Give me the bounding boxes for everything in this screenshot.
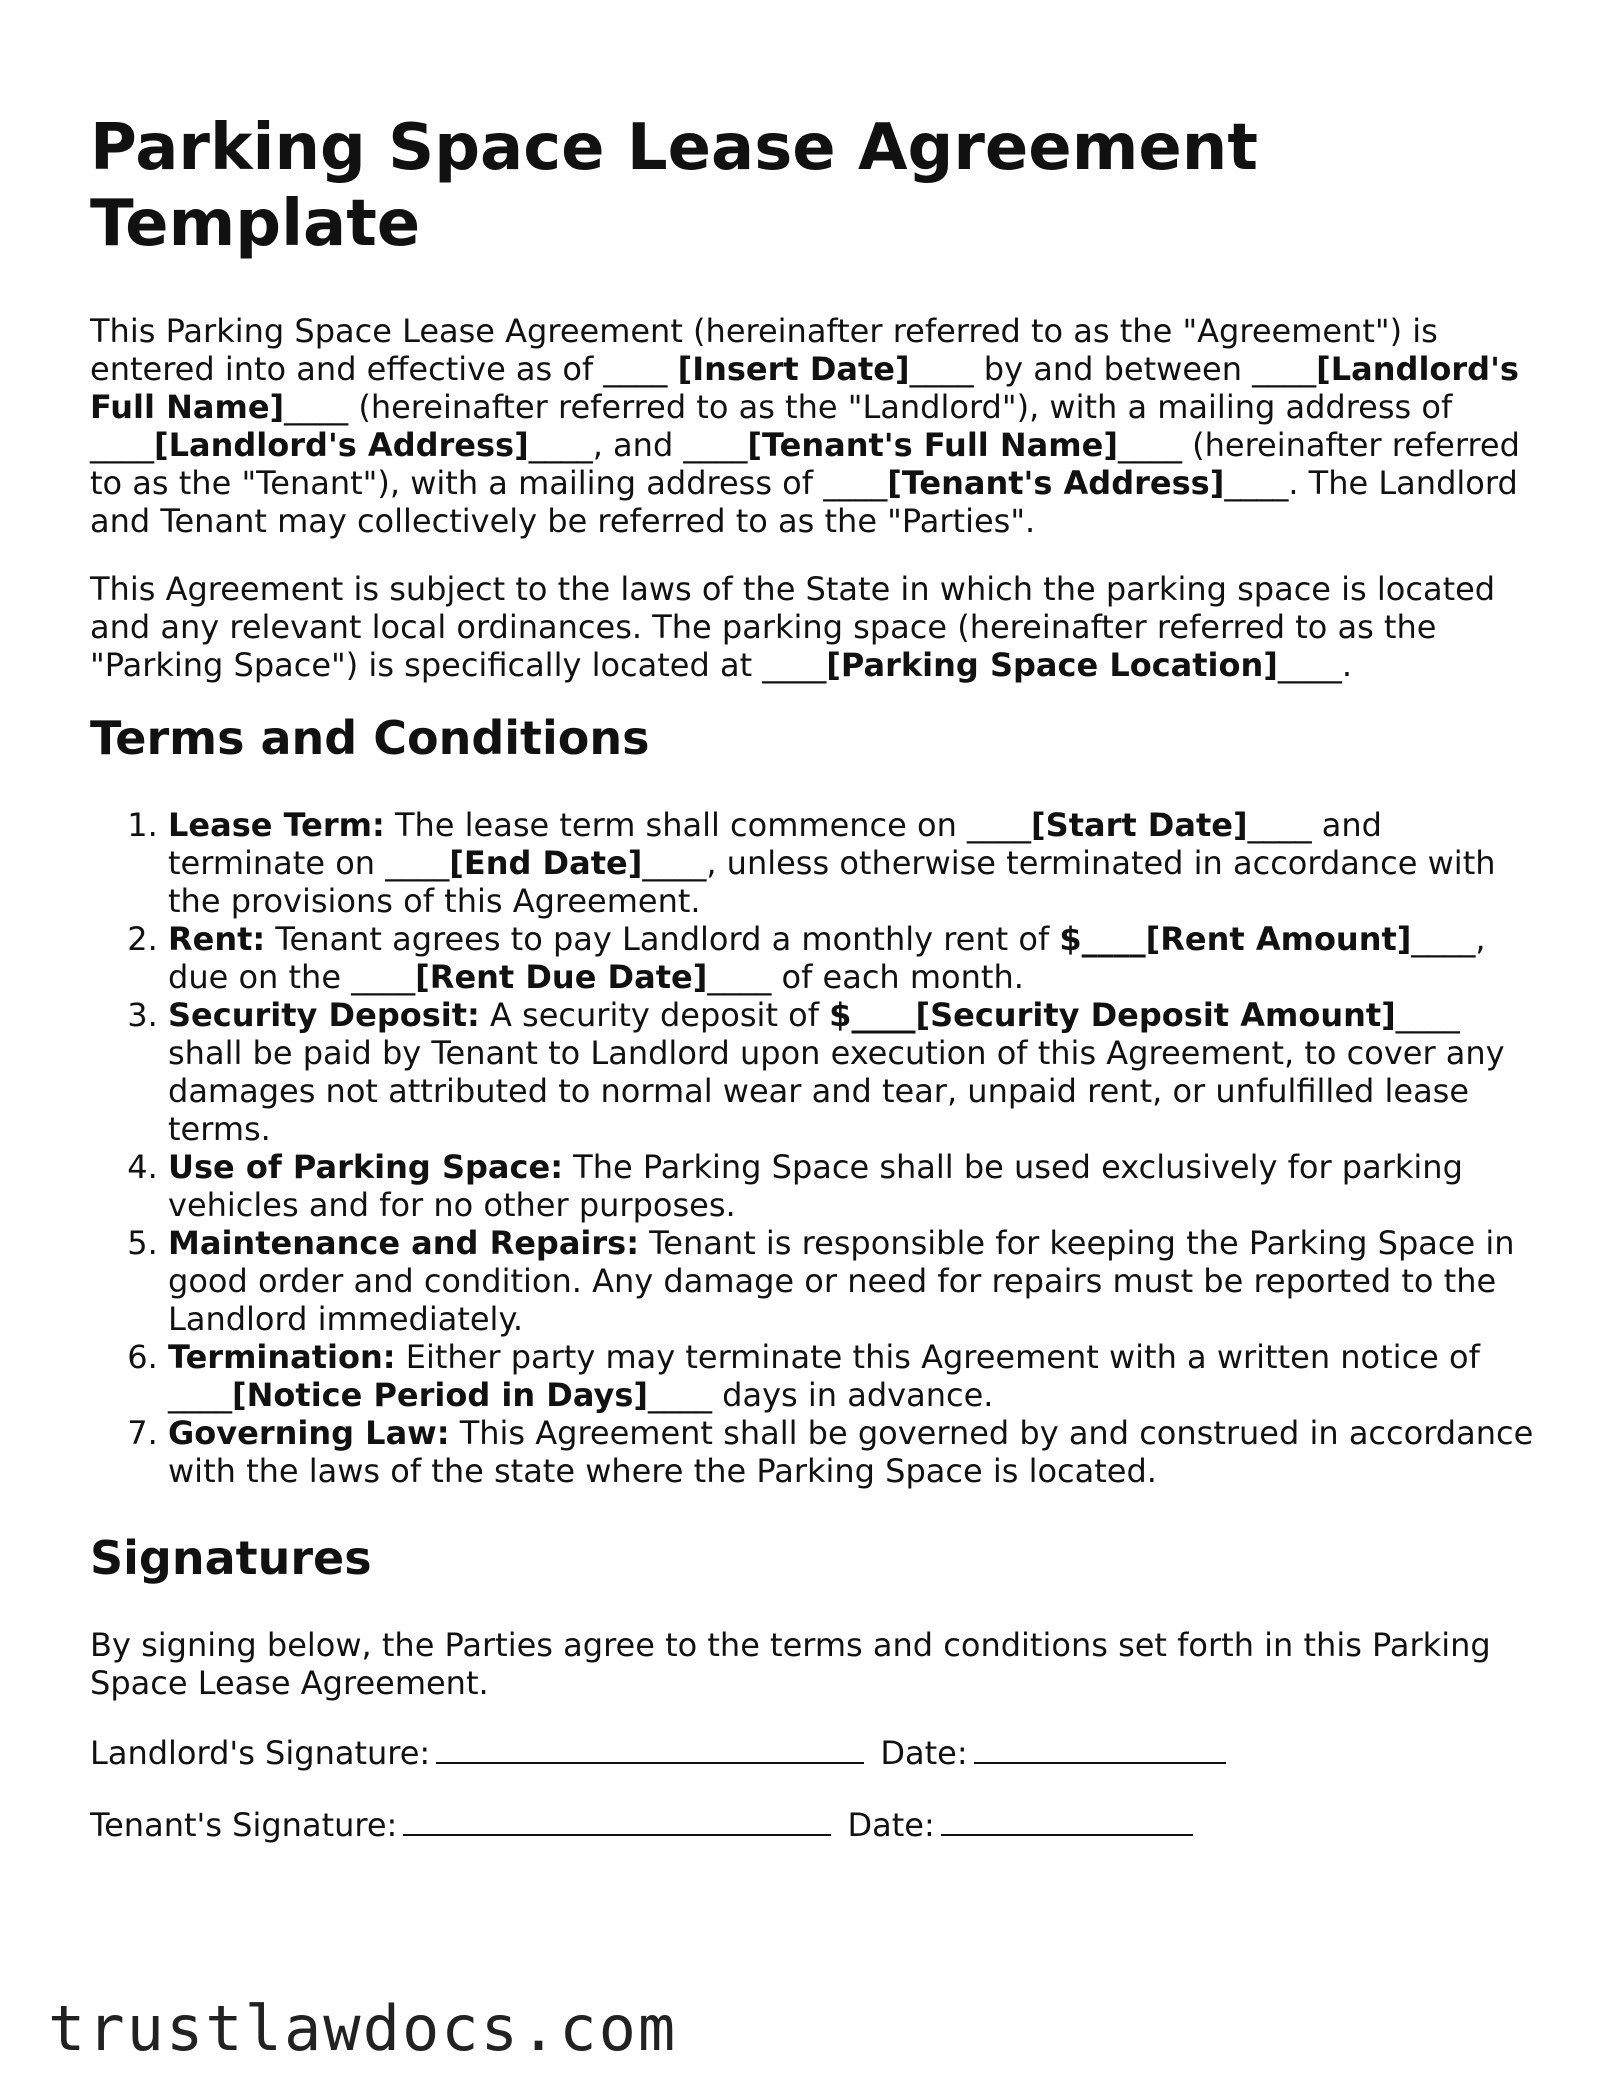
term-item-lease-term: 1. Lease Term: The lease term shall commence on ____[Start Date]____ and terminate on ____[End Date]____, unless otherwise terminated in accordance with the provisions of this Agreement. (168, 806, 1540, 920)
signatures-intro: By signing below, the Parties agree to the terms and conditions set forth in this Parking Space Lease Agreement. (90, 1626, 1491, 1702)
term-item-termination: 6. Termination: Either party may terminate this Agreement with a written notice of ____[Notice Period in Days]____ days in advance. (168, 1338, 1540, 1414)
bold-run: [Landlord's Full Name] (90, 350, 1519, 426)
landlord-signature-field[interactable] (436, 1732, 864, 1764)
landlord-date-field[interactable] (974, 1732, 1226, 1764)
bold-run: Termination: (168, 1338, 396, 1376)
bold-run: [Start Date] (1031, 806, 1248, 844)
bold-run: [Insert Date] (677, 350, 910, 388)
tenant-signature-line (90, 1804, 1540, 1844)
tenant-signature-label: Tenant's Signature: (90, 1806, 398, 1844)
landlord-signature-label: Landlord's Signature: (90, 1734, 431, 1772)
term-item-rent: 2. Rent: Tenant agrees to pay Landlord a monthly rent of $____[Rent Amount]____, due on the ____[Rent Due Date]____ of each month. (168, 920, 1540, 996)
bold-run: Use of Parking Space: (168, 1148, 563, 1186)
bold-run: Lease Term: (168, 806, 385, 844)
landlord-signature-line (90, 1732, 1540, 1772)
tenant-date-field[interactable] (941, 1804, 1193, 1836)
bold-run: [Tenant's Address] (887, 464, 1225, 502)
bold-run: [End Date] (449, 844, 643, 882)
tenant-signature-field[interactable] (403, 1804, 831, 1836)
bold-run: [Notice Period in Days] (232, 1376, 648, 1414)
tenant-date-label: Date: (847, 1806, 935, 1844)
bold-run: Rent: (168, 920, 266, 958)
term-item-governing-law: 7. Governing Law: This Agreement shall be governed by and construed in accordance with the laws of the state where the Parking Space is located. (168, 1414, 1540, 1490)
document-page (90, 110, 1540, 1876)
term-item-maintenance-and-repairs: 5. Maintenance and Repairs: Tenant is responsible for keeping the Parking Space in good order and condition. Any damage or need for repairs must be reported to the Landlord immediately. (168, 1224, 1540, 1338)
bold-run: $____[Rent Amount] (1059, 920, 1412, 958)
bold-run: [Parking Space Location] (826, 646, 1278, 684)
intro-paragraph-1: This Parking Space Lease Agreement (hereinafter referred to as the "Agreement") is entered into and effective as of ____ [Insert Date]____ by and between ____[Landlord's Full Name]____ (hereinafter referred to as the "Landlord"), with a mailing address of ____[Landlord's Address]____, and ____[Tenant's Full Name]____ (hereinafter referred to as the "Tenant"), with a mailing address of ____[Tenant's Address]____. The Landlord and Tenant may collectively be referred to as the "Parties". (90, 312, 1520, 540)
intro-paragraph-2: This Agreement is subject to the laws of the State in which the parking space is located and any relevant local ordinances. The parking space (hereinafter referred to as the "Parking Space") is specifically located at ____[Parking Space Location]____. (90, 570, 1496, 684)
bold-run: [Landlord's Address] (154, 426, 529, 464)
terms-list (90, 806, 1540, 1490)
terms-heading: Terms and Conditions (90, 711, 650, 765)
watermark-text: trustlawdocs.com (48, 1992, 678, 2065)
bold-run: Governing Law: (168, 1414, 450, 1452)
bold-run: Security Deposit: (168, 996, 480, 1034)
bold-run: [Tenant's Full Name] (747, 426, 1118, 464)
document-title: Parking Space Lease Agreement Template (90, 111, 1258, 261)
bold-run: Maintenance and Repairs: (168, 1224, 640, 1262)
term-item-security-deposit: 3. Security Deposit: A security deposit of $____[Security Deposit Amount]____ shall be paid by Tenant to Landlord upon execution of this Agreement, to cover any damages not attributed to normal wear and tear, unpaid rent, or unfulfilled lease terms. (168, 996, 1540, 1148)
landlord-date-label: Date: (880, 1734, 968, 1772)
bold-run: $____[Security Deposit Amount] (829, 996, 1396, 1034)
bold-run: [Rent Due Date] (415, 958, 708, 996)
signatures-heading: Signatures (90, 1531, 372, 1585)
term-item-use-of-parking-space: 4. Use of Parking Space: The Parking Space shall be used exclusively for parking vehicles and for no other purposes. (168, 1148, 1540, 1224)
